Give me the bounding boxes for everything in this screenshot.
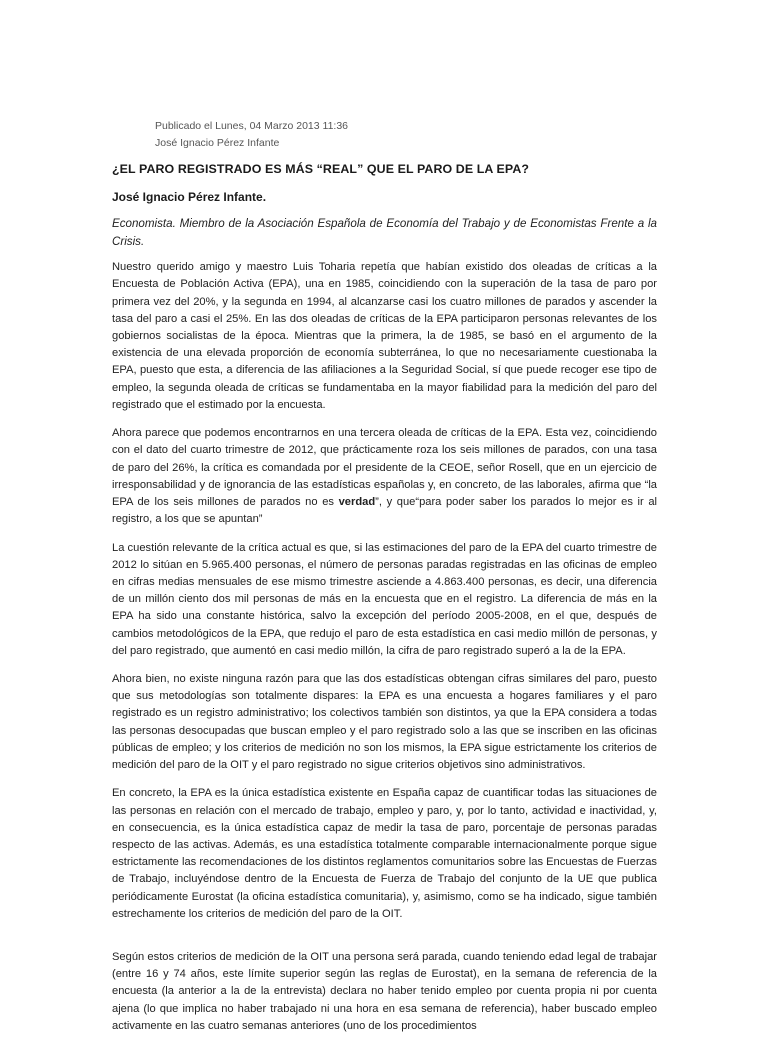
- paragraph-2-text-b: ”, y que“para poder saber los parados lo mejor es ir al registro, a los que se apuntan”: [112, 495, 657, 526]
- paragraph-1: Nuestro querido amigo y maestro Luis Toharia repetía que habían existido dos oleadas de críticas a la Encuesta de Población Activa (EPA), una en 1985, coincidiendo con la superación de la tasa de paro por primera vez del 20%, y la segunda en 1994, al alcanzarse casi los cuatro millones de parados y ascender la tasa del paro a casi el 25%. En las dos oleadas de críticas de la EPA participaron personas relevantes de los gobiernos socialistas de la época. Mientras que la primera, la de 1985, se basó en el argumento de la existencia de una elevada proporción de economía subterránea, lo que no necesariamente cuestionaba la EPA, puesto que esta, a diferencia de las afiliaciones a la Seguridad Social, sí que puede recoger ese tipo de empleo, la segunda oleada de críticas se fundamentaba en la mayor fiabilidad para la medición del paro del registrado que el estimado por la encuesta.: [112, 261, 657, 411]
- article-title: ¿EL PARO REGISTRADO ES MÁS “REAL” QUE EL PARO DE LA EPA?: [112, 162, 530, 176]
- paragraph-2-bold: verdad: [338, 495, 376, 508]
- article-meta: [155, 118, 657, 152]
- paragraph-5: En concreto, la EPA es la única estadística existente en España capaz de cuantificar todas las situaciones de las personas en relación con el mercado de trabajo, empleo y paro, y, por lo tanto, actividad e inactividad, y, en consecuencia, es la única estadística capaz de medir la tasa de paro, porcentaje de personas paradas respecto de las activas. Además, es una estadística totalmente comparable internacionalmente porque sigue estrictamente las recomendaciones de los distintos reglamentos comunitarios sobre las Encuestas de Fuerzas de Trabajo, incluyéndose dentro de la Encuesta de Fuerza de Trabajo del conjunto de la UE que publica periódicamente Eurostat (la oficina estadística comunitaria), y, asimismo, como se ha indicado, sigue también estrechamente los criterios de medición del paro de la OIT.: [112, 787, 657, 920]
- paragraph-6: Según estos criterios de medición de la OIT una persona será parada, cuando teniendo edad legal de trabajar (entre 16 y 74 años, este límite superior según las reglas de Eurostat), en la semana de referencia de la encuesta (la anterior a la de la entrevista) declara no haber tenido empleo por cuenta propia ni por cuenta ajena (lo que implica no haber trabajado ni una hora en esa semana de referencia), haber buscado empleo activamente en las cuatro semanas anteriores (uno de los procedimientos: [112, 951, 657, 1032]
- paragraph-2-text-a: Ahora parece que podemos encontrarnos en una tercera oleada de críticas de la EPA. Esta vez, coincidiendo con el dato del cuarto trimestre de 2012, que prácticamente roza los seis millones de parados, con una tasa de paro del 26%, la crítica es comandada por el presidente de la CEOE, señor Rosell, que en un ejercicio de irresponsabilidad y de ignorancia de las estadísticas españolas y, en concreto, de las laborales, afirma que “la EPA de los seis millones de parados no es: [112, 427, 657, 508]
- author-role: Economista. Miembro de la Asociación Española de Economía del Trabajo y de Economistas Frente a la Crisis.: [112, 217, 657, 248]
- byline: José Ignacio Pérez Infante: [155, 137, 280, 149]
- publish-date: Publicado el Lunes, 04 Marzo 2013 11:36: [155, 120, 349, 132]
- paragraph-3: La cuestión relevante de la crítica actual es que, si las estimaciones del paro de la EPA del cuarto trimestre de 2012 lo sitúan en 5.965.400 personas, el número de personas paradas registradas en las oficinas de empleo en cifras medias mensuales de ese mismo trimestre asciende a 4.863.400 personas, es decir, una diferencia de un millón ciento dos mil personas de más en la encuesta que en el registro. La diferencia de más en la EPA ha sido una constante histórica, salvo la excepción del período 2005-2008, en el que, después de cambios metodológicos de la EPA, que redujo el paro de esta estadística en casi medio millón de personas, y del paro registrado, que aumentó en casi medio millón, la cifra de paro registrado superó a la de la EPA.: [112, 541, 657, 657]
- paragraph-4: Ahora bien, no existe ninguna razón para que las dos estadísticas obtengan cifras similares del paro, puesto que sus metodologías son totalmente dispares: la EPA es una encuesta a hogares familiares y el paro registrado es un registro administrativo; los colectivos también son distintos, ya que la EPA considera a todas las personas desocupadas que buscan empleo y el paro registrado solo a las que se inscriben en las oficinas públicas de empleo; y los criterios de medición no son los mismos, la EPA sigue estrictamente los criterios de medición del paro de la OIT y el paro registrado no sigue criterios objetivos sino administrativos.: [112, 673, 657, 772]
- paragraph-2: [112, 425, 657, 528]
- author-name: José Ignacio Pérez Infante.: [112, 190, 267, 204]
- article-page: [112, 118, 657, 1046]
